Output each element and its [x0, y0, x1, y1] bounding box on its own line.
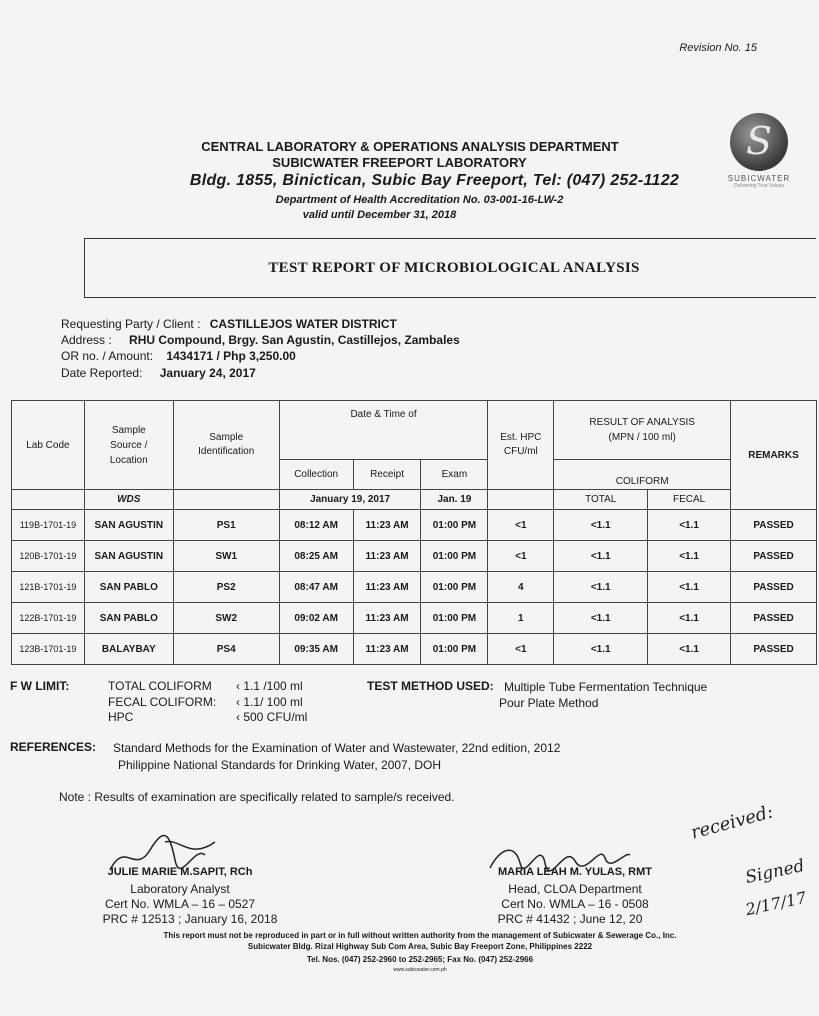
references-label: REFERENCES: — [10, 740, 97, 754]
limit-total-name: TOTAL COLIFORM — [108, 679, 212, 693]
cell-total: <1.1 — [554, 603, 648, 634]
left-signatory-cert: Cert No. WMLA – 16 – 0527 — [104, 897, 256, 911]
cell-fecal: <1.1 — [648, 634, 731, 665]
cell-collection: 09:02 AM — [279, 603, 353, 634]
report-title: TEST REPORT OF MICROBIOLOGICAL ANALYSIS — [268, 260, 640, 276]
footer-phone: Tel. Nos. (047) 252-2960 to 252-2965; Fax No. (047) 252-2966 — [306, 955, 534, 964]
note: Note : Results of examination are specifically related to sample/s received. — [59, 790, 455, 804]
cell-fecal: <1.1 — [648, 603, 731, 634]
cell-remarks: PASSED — [731, 541, 817, 572]
right-signatory-name: MARIA LEAH M. YULAS, RMT — [498, 866, 652, 878]
table-row — [12, 634, 817, 665]
cell-hpc: 1 — [488, 603, 554, 634]
cell-ident: PS2 — [173, 572, 279, 603]
right-signatory-cert: Cert No. WMLA – 16 - 0508 — [501, 897, 649, 911]
cell-source: SAN AGUSTIN — [84, 541, 173, 572]
or-label: OR no. / Amount: — [61, 349, 154, 363]
laboratory-name: SUBICWATER FREEPORT LABORATORY — [272, 155, 527, 170]
results-table — [11, 400, 817, 665]
cell-source: SAN PABLO — [84, 603, 173, 634]
cell-ident: SW2 — [173, 603, 279, 634]
cell-remarks: PASSED — [731, 634, 817, 665]
department-name: CENTRAL LABORATORY & OPERATIONS ANALYSIS DEPARTMENT — [201, 139, 619, 154]
cell-collection: 09:35 AM — [279, 634, 353, 665]
header-total: TOTAL — [554, 490, 648, 510]
method-line1: Multiple Tube Fermentation Technique — [504, 680, 708, 694]
logo-tagline: Delivering True Values — [734, 183, 784, 189]
cell-remarks: PASSED — [731, 572, 817, 603]
cell-lab-code: 122B-1701-19 — [12, 603, 85, 634]
reference-2: Philippine National Standards for Drinking Water, 2007, DOH — [118, 758, 442, 772]
cell-collection: 08:12 AM — [279, 510, 353, 541]
cell-receipt: 11:23 AM — [353, 603, 421, 634]
cell-exam: 01:00 PM — [421, 572, 488, 603]
header-date-time: Date & Time of — [279, 401, 488, 460]
header-coliform: COLIFORM — [554, 460, 731, 490]
limit-fecal-name: FECAL COLIFORM: — [108, 695, 217, 709]
header-remarks: REMARKS — [731, 401, 817, 510]
date-reported-value: January 24, 2017 — [159, 366, 256, 380]
cell-collection: 08:47 AM — [279, 572, 353, 603]
cell-receipt: 11:23 AM — [353, 541, 421, 572]
or-row — [61, 349, 296, 363]
left-signatory-prc: PRC # 12513 ; January 16, 2018 — [102, 912, 278, 926]
header-result: RESULT OF ANALYSIS (MPN / 100 ml) — [554, 401, 731, 460]
right-signatory-title: Head, CLOA Department — [508, 882, 642, 896]
subrow-collection-date: January 19, 2017 — [279, 490, 421, 510]
subrow-source: WDS — [84, 490, 173, 510]
client-value: CASTILLEJOS WATER DISTRICT — [209, 317, 397, 331]
cell-fecal: <1.1 — [648, 541, 731, 572]
header-sample-source: Sample Source / Location — [84, 401, 173, 490]
handwritten-date: 2/17/17 — [743, 887, 808, 920]
cell-exam: 01:00 PM — [421, 510, 488, 541]
cell-source: SAN AGUSTIN — [84, 510, 173, 541]
cell-source: SAN PABLO — [84, 572, 173, 603]
laboratory-address: Bldg. 1855, Binictican, Subic Bay Freeport, Tel: (047) 252-1122 — [189, 172, 680, 189]
cell-receipt: 11:23 AM — [353, 510, 421, 541]
header-sample-identification: Sample Identification — [173, 401, 279, 490]
client-label: Requesting Party / Client : — [61, 317, 201, 331]
left-signatory-name: JULIE MARIE M.SAPIT, RCh — [107, 866, 253, 878]
revision-number: Revision No. 15 — [679, 42, 757, 54]
limit-fecal-value: ‹ 1.1/ 100 ml — [236, 695, 303, 709]
cell-ident: PS4 — [173, 634, 279, 665]
right-signatory-prc: PRC # 41432 ; June 12, 20 — [497, 912, 643, 926]
cell-remarks: PASSED — [731, 603, 817, 634]
reference-1: Standard Methods for the Examination of Water and Wastewater, 22nd edition, 2012 — [113, 741, 561, 755]
cell-exam: 01:00 PM — [421, 634, 488, 665]
cell-lab-code: 119B-1701-19 — [12, 510, 85, 541]
handwritten-signed: Signed — [743, 855, 807, 889]
cell-total: <1.1 — [554, 541, 648, 572]
cell-collection: 08:25 AM — [279, 541, 353, 572]
subicwater-logo — [724, 113, 794, 203]
cell-hpc: <1 — [488, 510, 554, 541]
table-row — [12, 572, 817, 603]
address-label: Address : — [61, 333, 112, 347]
cell-lab-code: 121B-1701-19 — [12, 572, 85, 603]
logo-name: SUBICWATER — [727, 174, 791, 183]
accreditation-number: Department of Health Accreditation No. 03-001-16-LW-2 — [275, 194, 564, 206]
limit-total-value: ‹ 1.1 /100 ml — [236, 679, 303, 693]
client-row — [61, 317, 397, 331]
cell-receipt: 11:23 AM — [353, 572, 421, 603]
table-row — [12, 510, 817, 541]
cell-hpc: 4 — [488, 572, 554, 603]
cell-exam: 01:00 PM — [421, 541, 488, 572]
cell-hpc: <1 — [488, 634, 554, 665]
cell-lab-code: 123B-1701-19 — [12, 634, 85, 665]
cell-fecal: <1.1 — [648, 572, 731, 603]
footer-disclaimer: This report must not be reproduced in part or in full without written authority from the management of Subicwater & Sewerage Co., Inc. — [163, 931, 677, 940]
or-value: 1434171 / Php 3,250.00 — [166, 349, 296, 363]
address-row — [61, 333, 460, 347]
table-row — [12, 603, 817, 634]
cell-exam: 01:00 PM — [421, 603, 488, 634]
limit-hpc-value: ‹ 500 CFU/ml — [236, 710, 308, 724]
date-reported-label: Date Reported: — [61, 366, 143, 380]
header-fecal: FECAL — [648, 490, 731, 510]
cell-remarks: PASSED — [731, 510, 817, 541]
cell-total: <1.1 — [554, 634, 648, 665]
method-line2: Pour Plate Method — [499, 696, 599, 710]
table-row — [12, 541, 817, 572]
cell-total: <1.1 — [554, 510, 648, 541]
header-exam: Exam — [421, 460, 488, 490]
footer-website: www.subicwater.com.ph — [393, 967, 447, 973]
cell-total: <1.1 — [554, 572, 648, 603]
limit-label: F W LIMIT: — [10, 679, 70, 693]
cell-ident: PS1 — [173, 510, 279, 541]
method-label: TEST METHOD USED: — [367, 679, 494, 693]
limit-hpc-name: HPC — [108, 710, 134, 724]
header-receipt: Receipt — [353, 460, 421, 490]
header-collection: Collection — [279, 460, 353, 490]
accreditation-validity: valid until December 31, 2018 — [302, 209, 457, 221]
subicwater-logo-icon: S — [730, 113, 788, 171]
date-reported-row — [61, 366, 256, 380]
header-lab-code: Lab Code — [12, 401, 85, 490]
cell-hpc: <1 — [488, 541, 554, 572]
cell-source: BALAYBAY — [84, 634, 173, 665]
cell-fecal: <1.1 — [648, 510, 731, 541]
cell-lab-code: 120B-1701-19 — [12, 541, 85, 572]
subrow-exam-date: Jan. 19 — [421, 490, 488, 510]
cell-receipt: 11:23 AM — [353, 634, 421, 665]
address-value: RHU Compound, Brgy. San Agustin, Castillejos, Zambales — [129, 333, 460, 347]
header-hpc: Est. HPC CFU/ml — [488, 401, 554, 490]
left-signatory-title: Laboratory Analyst — [130, 882, 230, 896]
cell-ident: SW1 — [173, 541, 279, 572]
footer-address: Subicwater Bldg. Rizal Highway Sub Com Area, Subic Bay Freeport Zone, Philippines 2222 — [247, 942, 593, 951]
handwritten-received: received: — [688, 801, 776, 844]
